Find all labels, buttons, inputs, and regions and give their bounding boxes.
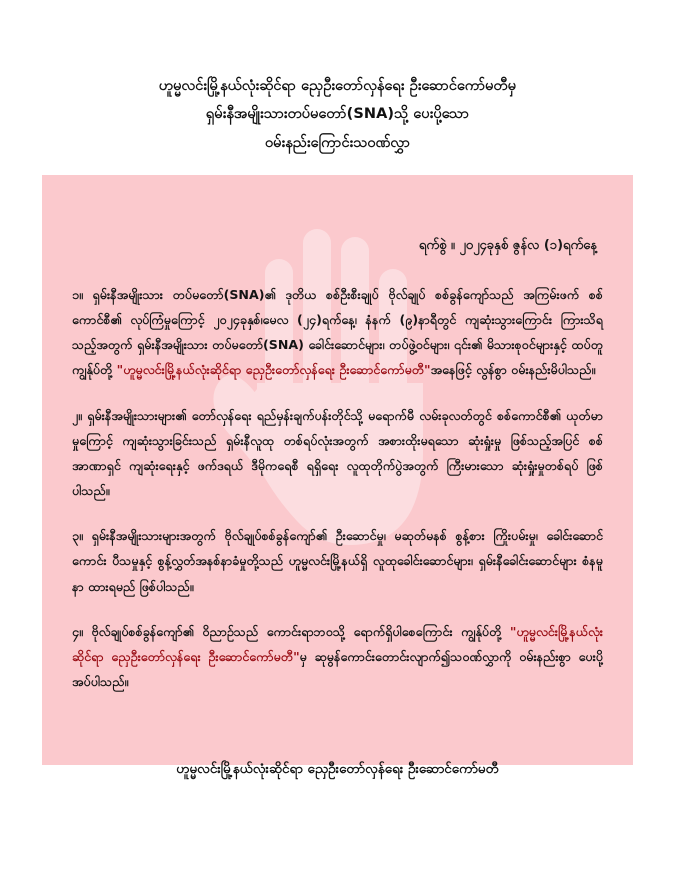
paragraph-4 [72,619,603,695]
statement-panel [42,175,633,765]
header-line-2: ရှမ်းနီအမျိုးသားတပ်မတော်(SNA)သို့ ပေးပို့သော [205,106,470,123]
paragraph-4-highlight: "ဟူမ္မလင်းမြို့နယ်လုံးဆိုင်ရာ ညှေဦးတော်လှန်ရေး ဦးဆောင်ကော်မတီ" [72,623,603,665]
document-header [0,0,675,157]
paragraph-3-seg-1: ၃။ ရှမ်းနီအမျိုးသားများအတွက် ဗိုလ်ချုပ်စစ်ခွန်ကျော်၏ ဦးဆောင်မှု၊ မဆုတ်မနစ် စွန့်စား ကြိုးပမ်းမှု၊ ခေါင်းဆောင်ကောင်း ပီသမှုနှင့် စွန့်လွှတ်အနစ်နာခံမှုတို့သည် ဟူမ္မလင်းမြို့နယ်ရှိ လူထုခေါင်းဆောင်များ၊ ရှမ်းနီခေါင်းဆောင်များ စံနမူနာ ထားရမည် ဖြစ်ပါသည်။ [72,528,603,594]
paragraph-4-seg-3: မှ ဆုမွန်ကောင်းတောင်းလျာက်၍သဝဏ်လွှာကို ဝမ်းနည်းစွာ ပေးပို့အပ်ပါသည်။ [72,649,603,690]
header-line-3: ဝမ်းနည်းကြောင်းသဝဏ်လွှာ [264,134,411,151]
footer-signature: ဟူမ္မလင်းမြို့နယ်လုံးဆိုင်ရာ ညှေဦးတော်လှန်ရေး ဦးဆောင်ကော်မတီ [176,761,499,777]
paragraph-2-seg-1: ၂။ ရှမ်းနီအမျိုးသားများ၏ တော်လှန်ရေး ရည်မှန်းချက်ပန်းတိုင်သို့ မရောက်မီ လမ်းခုလတ်တွင် စစ်ကောင်စီ၏ ယုတ်မာမှုကြောင့် ကျဆုံးသွားခြင်းသည် ရှမ်းနီလူထု တစ်ရပ်လုံးအတွက် အစားထိုးမရသော ဆုံးရှုံးမှု ဖြစ်သည့်အပြင် စစ်အာဏာရှင် ကျဆုံးရေးနှင့် ဖက်ဒရယ် ဒီမိုကရေစီ ရရှိရေး လူထုတိုက်ပွဲအတွက် ကြီးမားသော ဆုံးရှုံးမှုတစ်ရပ် ဖြစ်ပါသည်။ [72,407,603,499]
paragraph-3 [72,523,603,599]
paragraph-1 [72,282,603,383]
paragraph-1-seg-1: ၁။ ရှမ်းနီအမျိုးသား တပ်မတော်(SNA)၏ ဒုတိယ စစ်ဦးစီးချုပ် ဗိုလ်ချုပ် စစ်ခွန်ကျော်သည် အကြမ်းဖက် စစ်ကောင်စီ၏ လုပ်ကြံမှုကြောင့် ၂၀၂၄ခုနှစ်၊မေလ (၂၄)ရက်နေ့၊ နံနက် (၉)နာရီတွင် ကျဆုံးသွားကြောင်း ကြားသိရသည့်အတွက် ရှမ်းနီအမျိုးသား တပ်မတော်(SNA) ခေါင်းဆောင်များ၊ တပ်ဖွဲ့ဝင်များ၊ ၎င်း၏ မိသားစုဝင်များနှင့် ထပ်တူ ကျွန်ုပ်တို့ [72,286,603,378]
paragraph-2 [72,403,603,504]
document-footer [0,760,675,780]
paragraph-4-seg-1: ၄။ ဗိုလ်ချုပ်စစ်ခွန်ကျော်၏ ဝိညာဉ်သည် ကောင်းရာဘဝသို့ ရောက်ရှိပါစေကြောင်း ကျွန်ုပ်တို့ [72,623,510,639]
paragraph-1-highlight: "ဟူမ္မလင်းမြို့နယ်လုံးဆိုင်ရာ ညှေဦးတော်လှန်ရေး ဦးဆောင်ကော်မတီ" [116,362,431,378]
date-line: ရက်စွဲ ။ ၂၀၂၄ခုနှစ် ဇွန်လ (၁)ရက်နေ့ [418,237,597,253]
paragraph-1-seg-3: အနေဖြင့် လွန်စွာ ဝမ်းနည်းမိပါသည်။ [430,362,596,378]
header-line-1: ဟူမ္မလင်းမြို့နယ်လုံးဆိုင်ရာ ညှေဦးတော်လှန်ရေး ဦးဆောင်ကော်မတီမှ [158,78,517,94]
